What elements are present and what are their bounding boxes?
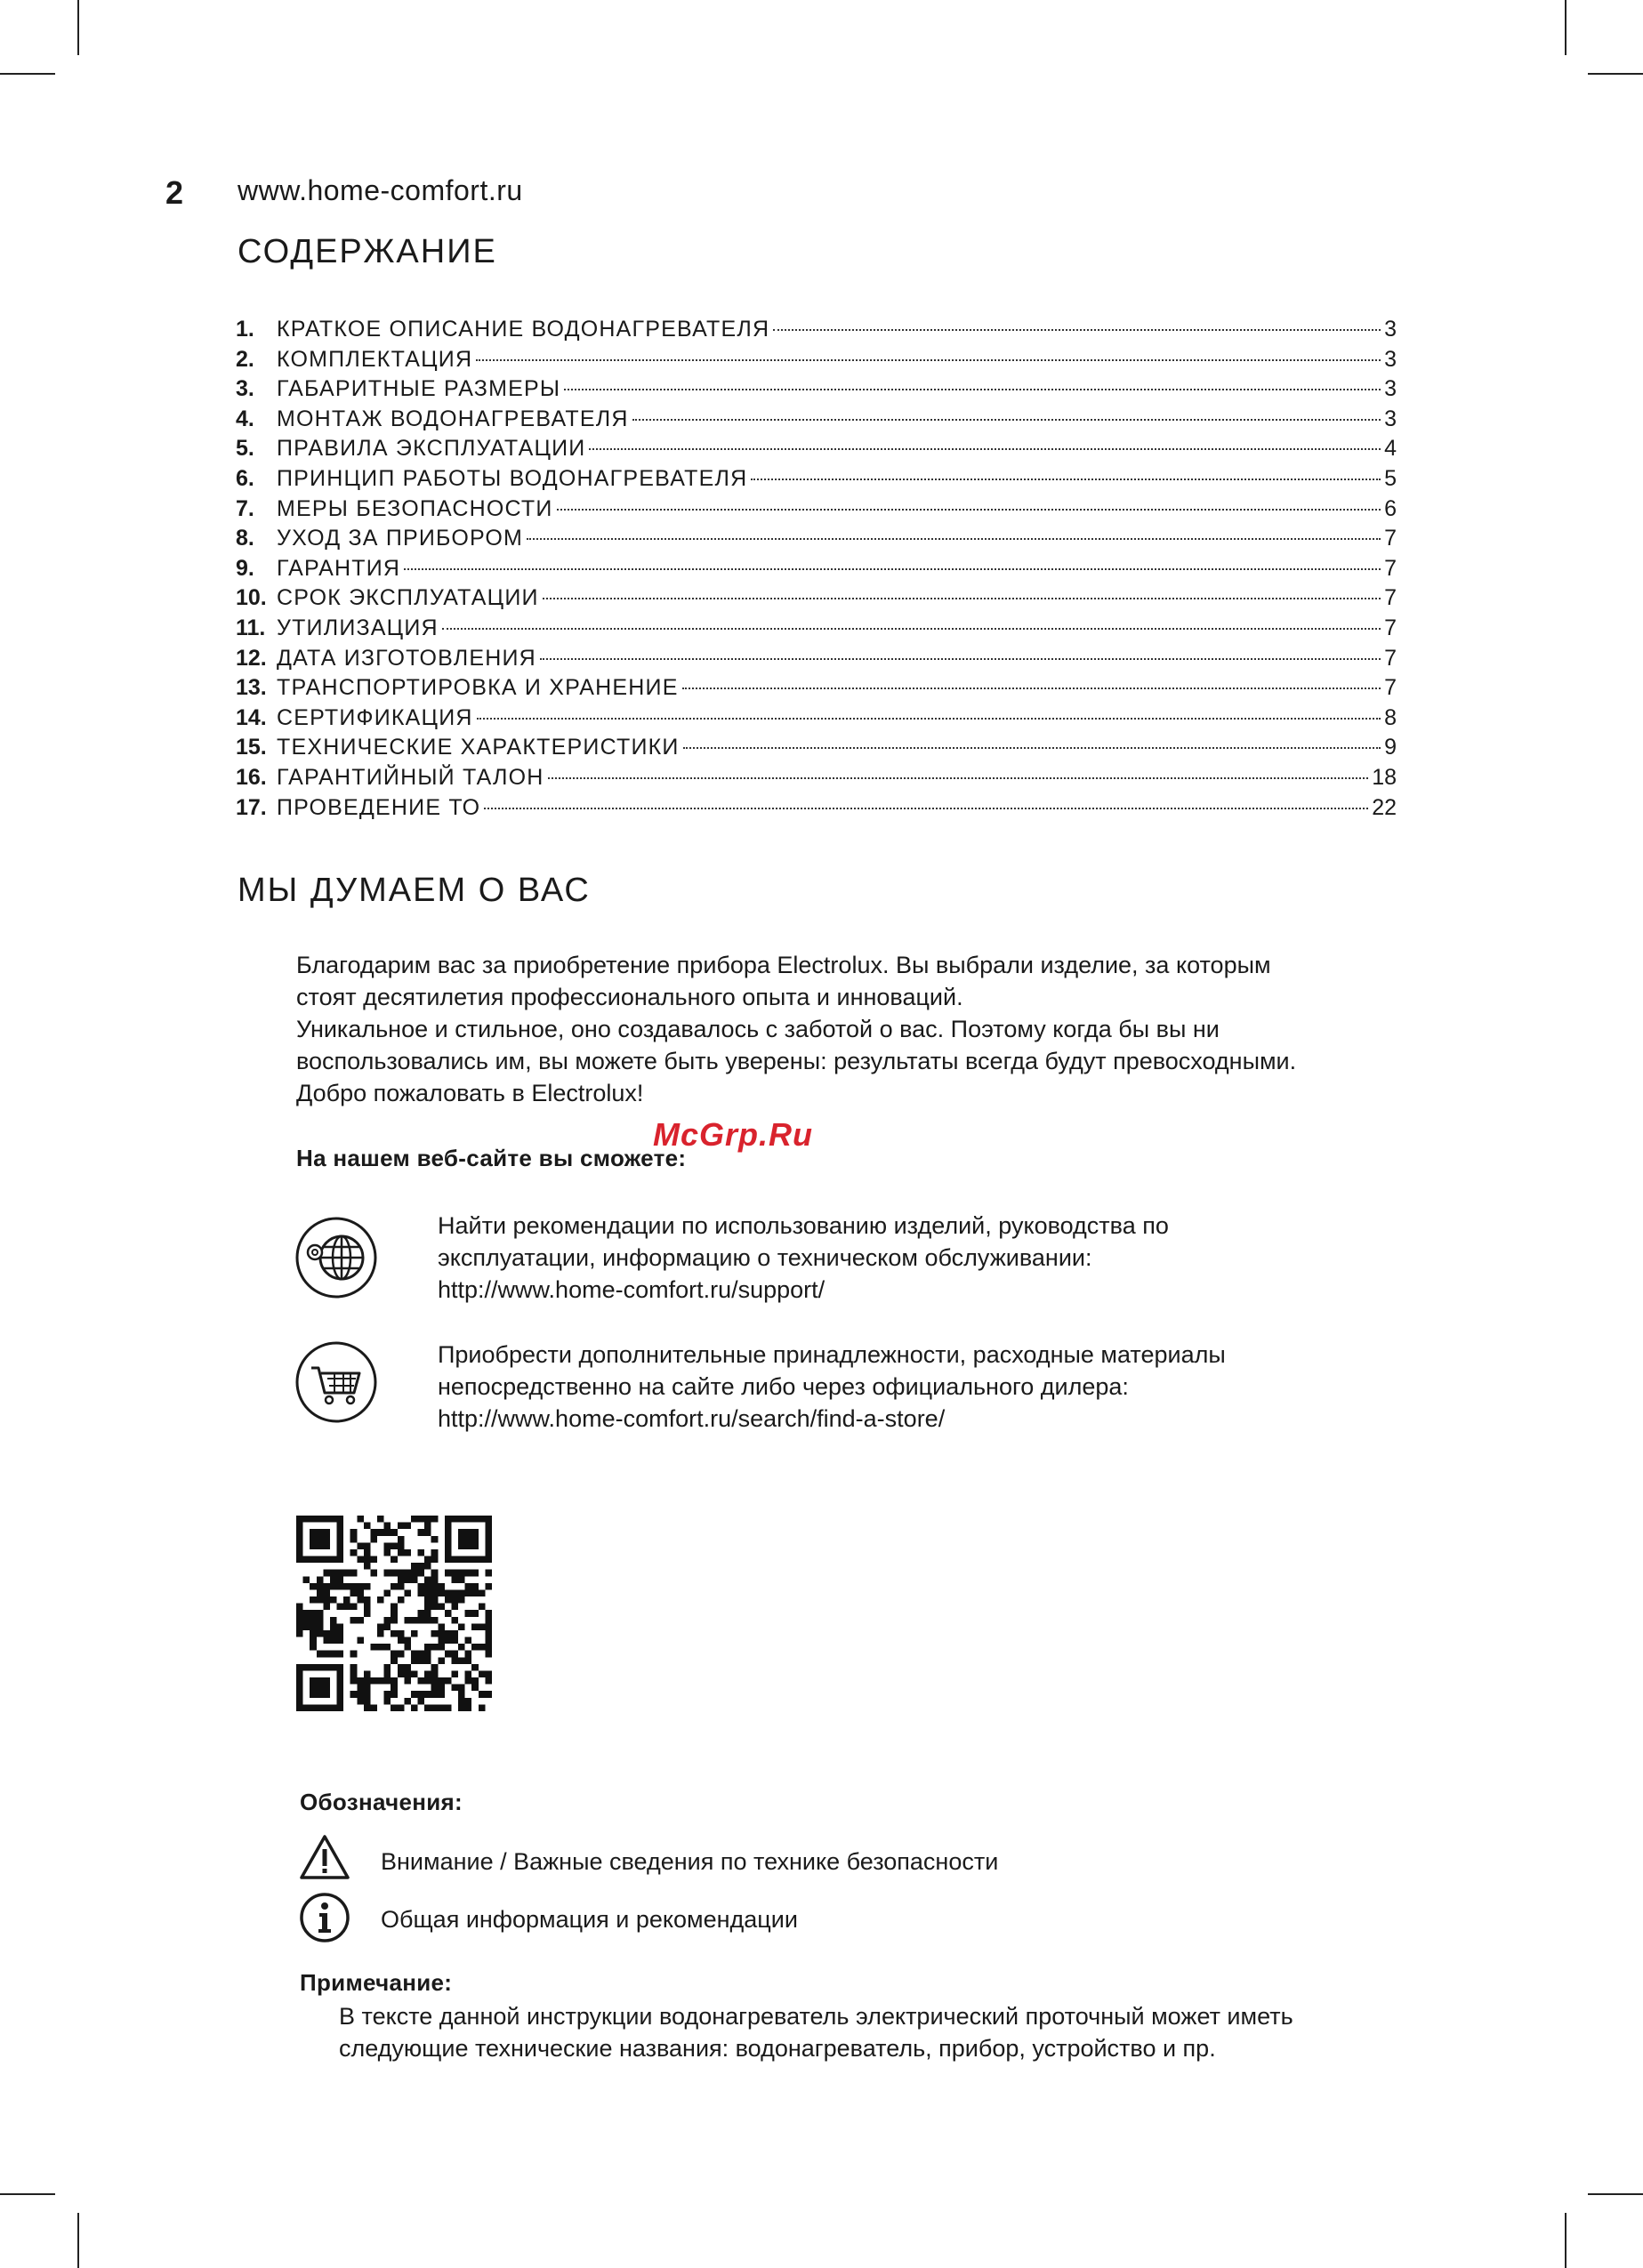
toc-leader-dots bbox=[773, 329, 1381, 331]
toc-item-title: УХОД ЗА ПРИБОРОМ bbox=[277, 526, 524, 551]
toc-item-page: 8 bbox=[1384, 704, 1397, 730]
toc-item-page: 3 bbox=[1384, 346, 1397, 372]
about-line: Благодарим вас за приобретение прибора Electrolux. Вы выбрали изделие, за которым bbox=[296, 952, 1271, 978]
toc-item-page: 7 bbox=[1384, 615, 1397, 640]
toc-item-number: 8. bbox=[236, 526, 254, 551]
toc-item[interactable] bbox=[236, 406, 1397, 437]
note-text bbox=[339, 2000, 1584, 2064]
about-line: стоят десятилетия профессионального опыта и инноваций. bbox=[296, 984, 963, 1010]
toc-item-number: 17. bbox=[236, 794, 267, 820]
page-number: 2 bbox=[165, 174, 184, 211]
toc-leader-dots bbox=[476, 359, 1381, 361]
toc-item-number: 13. bbox=[236, 675, 267, 701]
store-link[interactable]: http://www.home-comfort.ru/search/find-a-store/ bbox=[438, 1405, 946, 1432]
feature-line: Приобрести дополнительные принадлежности, расходные материалы bbox=[438, 1341, 1226, 1368]
toc-item-number: 3. bbox=[236, 376, 254, 402]
toc-item[interactable] bbox=[236, 795, 1397, 825]
accessories-feature-text bbox=[438, 1339, 1226, 1435]
toc-item-title: КОМПЛЕКТАЦИЯ bbox=[277, 346, 473, 372]
toc-leader-dots bbox=[589, 448, 1381, 450]
toc-item-title: ПРИНЦИП РАБОТЫ ВОДОНАГРЕВАТЕЛЯ bbox=[277, 465, 748, 491]
note-line: В тексте данной инструкции водонагреватель электрический проточный может иметь bbox=[339, 2003, 1293, 2030]
toc-item-page: 6 bbox=[1384, 495, 1397, 521]
note-line: следующие технические названия: водонагреватель, прибор, устройство и пр. bbox=[339, 2035, 1216, 2062]
site-url: www.home-comfort.ru bbox=[238, 174, 523, 206]
feature-line: эксплуатации, информацию о техническом обслуживании: bbox=[438, 1244, 1092, 1271]
toc-leader-dots bbox=[543, 598, 1381, 599]
toc-item-page: 18 bbox=[1372, 764, 1397, 790]
warning-icon bbox=[299, 1834, 350, 1880]
toc-item-title: УТИЛИЗАЦИЯ bbox=[277, 615, 439, 640]
crop-mark bbox=[1565, 0, 1566, 55]
crop-mark bbox=[77, 0, 79, 55]
toc-item-page: 22 bbox=[1372, 794, 1397, 820]
toc-item-title: МЕРЫ БЕЗОПАСНОСТИ bbox=[277, 495, 553, 521]
toc-item-page: 3 bbox=[1384, 317, 1397, 342]
crop-mark bbox=[1565, 2213, 1566, 2268]
toc-item-number: 5. bbox=[236, 436, 254, 462]
toc-leader-dots bbox=[751, 479, 1381, 480]
toc-leader-dots bbox=[564, 389, 1381, 390]
toc-item-page: 7 bbox=[1384, 645, 1397, 671]
toc-item[interactable] bbox=[236, 556, 1397, 586]
toc-item[interactable] bbox=[236, 675, 1397, 705]
crop-mark bbox=[1588, 2193, 1643, 2195]
toc-item-page: 5 bbox=[1384, 465, 1397, 491]
web-label: На нашем веб-сайте вы сможете: bbox=[296, 1145, 687, 1171]
toc-leader-dots bbox=[484, 808, 1368, 809]
watermark: McGrp.Ru bbox=[653, 1116, 814, 1153]
toc-item-number: 4. bbox=[236, 406, 254, 431]
support-feature-text bbox=[438, 1210, 1169, 1306]
toc-item[interactable] bbox=[236, 376, 1397, 406]
toc-list bbox=[236, 317, 1397, 824]
toc-item-number: 16. bbox=[236, 764, 267, 790]
crop-mark bbox=[77, 2213, 79, 2268]
toc-item-title: СРОК ЭКСПЛУАТАЦИИ bbox=[277, 585, 539, 611]
toc-item-title: ГАБАРИТНЫЕ РАЗМЕРЫ bbox=[277, 376, 561, 402]
toc-item[interactable] bbox=[236, 585, 1397, 615]
toc-item-number: 7. bbox=[236, 495, 254, 521]
crop-mark bbox=[1588, 73, 1643, 75]
toc-leader-dots bbox=[404, 568, 1381, 570]
toc-item[interactable] bbox=[236, 436, 1397, 466]
toc-item-number: 15. bbox=[236, 735, 267, 760]
toc-item-title: ДАТА ИЗГОТОВЛЕНИЯ bbox=[277, 645, 536, 671]
toc-item[interactable] bbox=[236, 765, 1397, 795]
toc-item-title: МОНТАЖ ВОДОНАГРЕВАТЕЛЯ bbox=[277, 406, 629, 431]
qr-code bbox=[296, 1516, 492, 1711]
toc-item-page: 3 bbox=[1384, 376, 1397, 402]
toc-leader-dots bbox=[682, 688, 1381, 689]
toc-item-number: 2. bbox=[236, 346, 254, 372]
feature-line: непосредственно на сайте либо через официального дилера: bbox=[438, 1373, 1129, 1400]
toc-leader-dots bbox=[540, 658, 1381, 660]
about-paragraph bbox=[296, 949, 1542, 1109]
toc-item[interactable] bbox=[236, 526, 1397, 556]
note-title: Примечание: bbox=[300, 1969, 453, 1996]
crop-mark bbox=[0, 73, 55, 75]
toc-item-title: ТЕХНИЧЕСКИЕ ХАРАКТЕРИСТИКИ bbox=[277, 735, 680, 760]
toc-item[interactable] bbox=[236, 496, 1397, 527]
toc-leader-dots bbox=[557, 509, 1381, 511]
info-icon bbox=[299, 1892, 350, 1943]
legend-title: Обозначения: bbox=[300, 1789, 463, 1815]
toc-item[interactable] bbox=[236, 317, 1397, 347]
toc-item-number: 9. bbox=[236, 555, 254, 581]
toc-item[interactable] bbox=[236, 705, 1397, 736]
toc-item[interactable] bbox=[236, 735, 1397, 765]
toc-item-page: 7 bbox=[1384, 526, 1397, 551]
toc-item-title: ПРОВЕДЕНИЕ ТО bbox=[277, 794, 481, 820]
toc-item-title: КРАТКОЕ ОПИСАНИЕ ВОДОНАГРЕВАТЕЛЯ bbox=[277, 317, 770, 342]
crop-mark bbox=[0, 2193, 55, 2195]
toc-item[interactable] bbox=[236, 466, 1397, 496]
toc-title: СОДЕРЖАНИЕ bbox=[238, 233, 497, 270]
support-link[interactable]: http://www.home-comfort.ru/support/ bbox=[438, 1276, 826, 1303]
toc-item[interactable] bbox=[236, 646, 1397, 676]
toc-item-page: 7 bbox=[1384, 675, 1397, 701]
warning-legend-text: Внимание / Важные сведения по технике безопасности bbox=[381, 1848, 999, 1875]
toc-item-number: 6. bbox=[236, 465, 254, 491]
toc-item-page: 3 bbox=[1384, 406, 1397, 431]
toc-item-number: 14. bbox=[236, 704, 267, 730]
toc-item-title: ГАРАНТИЯ bbox=[277, 555, 401, 581]
toc-leader-dots bbox=[477, 718, 1381, 720]
toc-item-page: 9 bbox=[1384, 735, 1397, 760]
toc-item[interactable] bbox=[236, 347, 1397, 377]
toc-leader-dots bbox=[632, 419, 1381, 421]
about-line: Добро пожаловать в Electrolux! bbox=[296, 1080, 644, 1106]
toc-item-number: 11. bbox=[236, 615, 266, 640]
toc-item-title: ПРАВИЛА ЭКСПЛУАТАЦИИ bbox=[277, 436, 586, 462]
about-line: воспользовались им, вы можете быть уверены: результаты всегда будут превосходными. bbox=[296, 1048, 1297, 1074]
info-legend-text: Общая информация и рекомендации bbox=[381, 1906, 798, 1933]
toc-item-page: 7 bbox=[1384, 555, 1397, 581]
shopping-cart-icon bbox=[295, 1341, 377, 1423]
feature-line: Найти рекомендации по использованию изделий, руководства по bbox=[438, 1212, 1169, 1239]
toc-item-number: 10. bbox=[236, 585, 267, 611]
toc-item-number: 12. bbox=[236, 645, 267, 671]
globe-icon bbox=[295, 1217, 377, 1299]
toc-item-title: ТРАНСПОРТИРОВКА И ХРАНЕНИЕ bbox=[277, 675, 679, 701]
toc-item-title: ГАРАНТИЙНЫЙ ТАЛОН bbox=[277, 764, 544, 790]
toc-item-page: 7 bbox=[1384, 585, 1397, 611]
toc-item-title: СЕРТИФИКАЦИЯ bbox=[277, 704, 473, 730]
toc-leader-dots bbox=[527, 538, 1381, 540]
toc-leader-dots bbox=[442, 628, 1381, 630]
about-line: Уникальное и стильное, оно создавалось с заботой о вас. Поэтому когда бы вы ни bbox=[296, 1016, 1220, 1042]
toc-leader-dots bbox=[683, 747, 1381, 749]
about-title: МЫ ДУМАЕМ О ВАС bbox=[238, 872, 591, 909]
toc-item-number: 1. bbox=[236, 317, 254, 342]
toc-leader-dots bbox=[548, 777, 1369, 779]
toc-item[interactable] bbox=[236, 615, 1397, 646]
toc-item-page: 4 bbox=[1384, 436, 1397, 462]
